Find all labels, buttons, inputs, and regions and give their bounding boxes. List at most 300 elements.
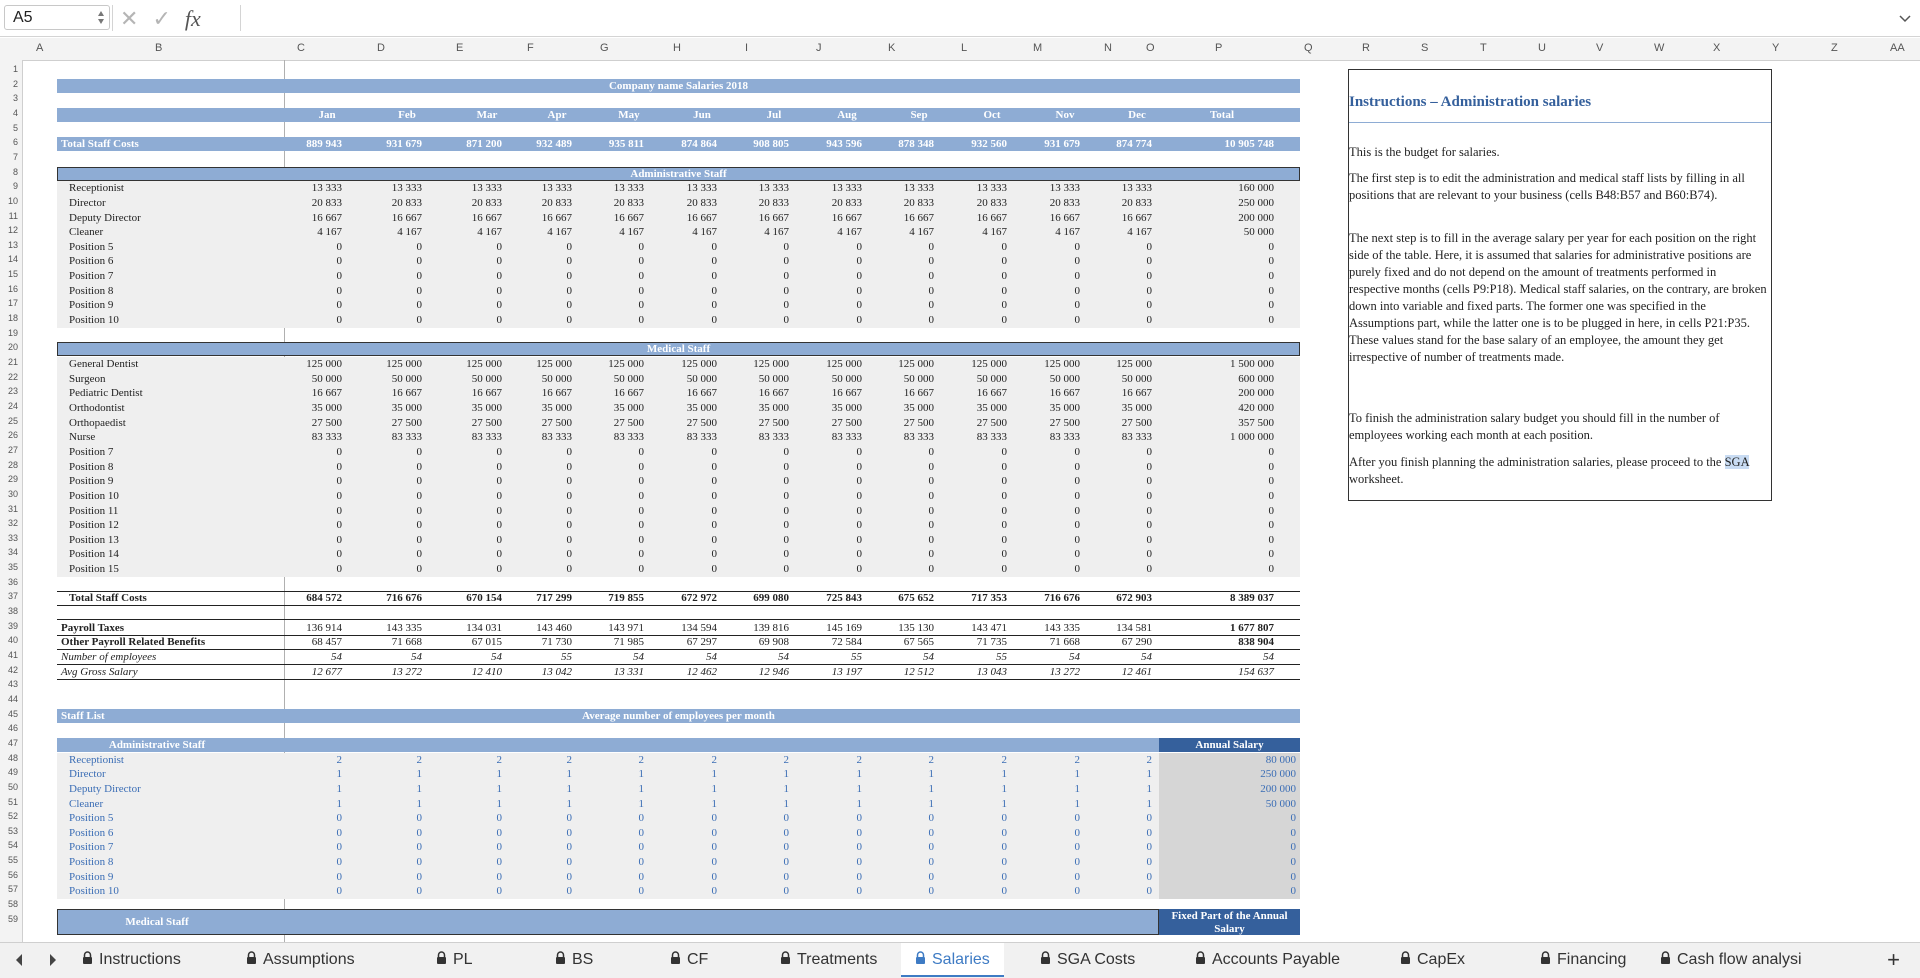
cell-value[interactable]: 35 000	[831, 401, 862, 414]
row-header[interactable]: 25	[7, 415, 18, 426]
row-header[interactable]: 18	[7, 313, 18, 324]
cell-value[interactable]: 0	[928, 240, 934, 253]
sheet-tab-bs[interactable]	[555, 943, 593, 977]
cell-value[interactable]: 0	[928, 504, 934, 517]
cell-value[interactable]: 83 333	[613, 431, 644, 444]
cell-value[interactable]: 0	[783, 563, 789, 576]
cell-value[interactable]: 83 333	[1121, 431, 1152, 444]
employee-count[interactable]: 1	[1074, 797, 1080, 810]
cell-value[interactable]: 13 333	[613, 182, 644, 195]
employee-count[interactable]: 1	[1146, 782, 1152, 795]
cell-value[interactable]: 27 500	[1121, 416, 1152, 429]
annual-salary-value[interactable]: 80 000	[1265, 753, 1296, 766]
cell-value[interactable]: 0	[496, 445, 502, 458]
name-box[interactable]	[4, 5, 110, 30]
cell-value[interactable]: 125 000	[536, 358, 572, 370]
cell-value[interactable]: 0	[496, 519, 502, 532]
cell-value[interactable]: 0	[416, 519, 422, 532]
cell-value[interactable]: 20 833	[613, 196, 644, 209]
cell-value[interactable]: 35 000	[1121, 401, 1152, 414]
row-header[interactable]: 15	[7, 269, 18, 280]
employee-count[interactable]: 0	[566, 856, 572, 869]
cell-value[interactable]: 16 667	[1121, 211, 1152, 224]
employee-count[interactable]: 0	[638, 885, 644, 898]
cell-value[interactable]: 0	[783, 460, 789, 473]
cell-value[interactable]: 0	[1146, 314, 1152, 327]
cell-value[interactable]: 0	[566, 460, 572, 473]
cell-value[interactable]: 0	[638, 299, 644, 312]
list-row-label[interactable]: Deputy Director	[69, 782, 141, 795]
row-header[interactable]: 8	[12, 166, 18, 177]
employee-count[interactable]: 0	[856, 870, 862, 883]
employee-count[interactable]: 0	[856, 841, 862, 854]
row-header[interactable]: 5	[12, 122, 18, 133]
annual-salary-value[interactable]: 0	[1290, 812, 1296, 825]
cell-value[interactable]: 20 833	[471, 196, 502, 209]
cell-value[interactable]: 0	[566, 445, 572, 458]
row-header[interactable]: 53	[7, 825, 18, 836]
employee-count[interactable]: 2	[711, 753, 717, 766]
cell-value[interactable]: 16 667	[686, 211, 717, 224]
cell-value[interactable]: 4 167	[909, 226, 934, 239]
cell-value[interactable]: 0	[1146, 240, 1152, 253]
cell-value[interactable]: 0	[496, 563, 502, 576]
row-header[interactable]: 3	[12, 93, 18, 104]
cell-value[interactable]: 125 000	[306, 358, 342, 370]
employee-count[interactable]: 0	[1001, 826, 1007, 839]
cell-value[interactable]: 0	[1074, 548, 1080, 561]
cell-value[interactable]: 0	[566, 270, 572, 283]
employee-count[interactable]: 1	[928, 768, 934, 781]
employee-count[interactable]: 1	[1146, 797, 1152, 810]
cell-value[interactable]: 0	[1268, 460, 1274, 473]
employee-count[interactable]: 0	[783, 870, 789, 883]
cell-value[interactable]: 0	[928, 533, 934, 546]
cell-value[interactable]: 20 833	[831, 196, 862, 209]
cell-value[interactable]: 0	[1146, 445, 1152, 458]
employee-count[interactable]: 0	[336, 826, 342, 839]
cell-value[interactable]: 0	[1146, 460, 1152, 473]
row-header[interactable]: 59	[7, 913, 18, 924]
column-header[interactable]: F	[527, 42, 534, 54]
employee-count[interactable]: 0	[638, 870, 644, 883]
cell-value[interactable]: 0	[928, 548, 934, 561]
list-row-label[interactable]: Position 7	[69, 841, 114, 854]
employee-count[interactable]: 1	[416, 782, 422, 795]
employee-count[interactable]: 1	[336, 797, 342, 810]
employee-count[interactable]: 1	[711, 797, 717, 810]
cell-value[interactable]: 0	[1001, 504, 1007, 517]
column-header[interactable]: E	[456, 42, 464, 54]
cell-value[interactable]: 0	[928, 563, 934, 576]
cell-value[interactable]: 0	[1001, 255, 1007, 268]
column-header[interactable]: O	[1146, 42, 1155, 54]
column-header[interactable]: U	[1538, 42, 1546, 54]
add-sheet-button[interactable]: +	[1887, 947, 1900, 972]
cell-value[interactable]: 0	[1001, 270, 1007, 283]
employee-count[interactable]: 0	[711, 856, 717, 869]
cell-value[interactable]: 20 833	[976, 196, 1007, 209]
cell-value[interactable]: 0	[416, 270, 422, 283]
annual-salary-value[interactable]: 0	[1290, 826, 1296, 839]
row-header[interactable]: 2	[12, 78, 18, 89]
row-header[interactable]: 7	[12, 151, 18, 162]
cell-value[interactable]: 50 000	[541, 372, 572, 385]
employee-count[interactable]: 0	[336, 885, 342, 898]
cell-value[interactable]: 0	[638, 240, 644, 253]
cell-value[interactable]: 420 000	[1238, 401, 1274, 414]
row-header[interactable]: 9	[12, 181, 18, 192]
row-header[interactable]: 51	[7, 796, 18, 807]
cell-value[interactable]: 0	[928, 284, 934, 297]
row-header[interactable]: 34	[7, 547, 18, 558]
employee-count[interactable]: 0	[1074, 826, 1080, 839]
cell-value[interactable]: 0	[496, 255, 502, 268]
cell-value[interactable]: 0	[1074, 445, 1080, 458]
cell-value[interactable]: 4 167	[547, 226, 572, 239]
cell-value[interactable]: 13 333	[686, 182, 717, 195]
cell-value[interactable]: 0	[856, 489, 862, 502]
cell-value[interactable]: 0	[336, 475, 342, 488]
cell-value[interactable]: 0	[711, 533, 717, 546]
cell-value[interactable]: 0	[638, 255, 644, 268]
cell-value[interactable]: 0	[1146, 299, 1152, 312]
annual-salary-value[interactable]: 0	[1290, 841, 1296, 854]
employee-count[interactable]: 0	[566, 841, 572, 854]
cell-value[interactable]: 0	[1074, 504, 1080, 517]
cell-value[interactable]: 0	[1074, 489, 1080, 502]
employee-count[interactable]: 1	[638, 768, 644, 781]
cell-value[interactable]: 0	[783, 519, 789, 532]
prev-sheet-icon[interactable]	[14, 953, 24, 972]
employee-count[interactable]: 1	[416, 768, 422, 781]
cell-value[interactable]: 0	[1146, 504, 1152, 517]
cell-value[interactable]: 50 000	[758, 372, 789, 385]
employee-count[interactable]: 0	[928, 812, 934, 825]
cell-value[interactable]: 0	[1001, 240, 1007, 253]
cell-value[interactable]: 4 167	[619, 226, 644, 239]
cell-value[interactable]: 0	[783, 314, 789, 327]
employee-count[interactable]: 1	[711, 782, 717, 795]
cell-value[interactable]: 50 000	[391, 372, 422, 385]
cell-value[interactable]: 0	[336, 314, 342, 327]
cell-value[interactable]: 0	[783, 270, 789, 283]
cell-value[interactable]: 13 333	[1121, 182, 1152, 195]
cell-value[interactable]: 0	[566, 519, 572, 532]
row-header[interactable]: 47	[7, 737, 18, 748]
cell-value[interactable]: 0	[783, 445, 789, 458]
cell-value[interactable]: 16 667	[976, 211, 1007, 224]
cell-value[interactable]: 0	[336, 299, 342, 312]
cell-value[interactable]: 50 000	[976, 372, 1007, 385]
cell-value[interactable]: 0	[783, 489, 789, 502]
cell-value[interactable]: 16 667	[686, 387, 717, 400]
cell-value[interactable]: 0	[1074, 299, 1080, 312]
cell-value[interactable]: 0	[783, 255, 789, 268]
employee-count[interactable]: 0	[416, 826, 422, 839]
cell-value[interactable]: 0	[711, 299, 717, 312]
cell-value[interactable]: 16 667	[758, 387, 789, 400]
cell-value[interactable]: 0	[1074, 460, 1080, 473]
employee-count[interactable]: 0	[1074, 885, 1080, 898]
row-header[interactable]: 32	[7, 518, 18, 529]
cell-value[interactable]: 35 000	[541, 401, 572, 414]
employee-count[interactable]: 2	[566, 753, 572, 766]
list-row-label[interactable]: Cleaner	[69, 797, 104, 810]
cell-value[interactable]: 16 667	[903, 211, 934, 224]
employee-count[interactable]: 0	[638, 812, 644, 825]
cell-value[interactable]: 0	[496, 460, 502, 473]
column-header[interactable]: G	[600, 42, 609, 54]
cell-value[interactable]: 20 833	[686, 196, 717, 209]
sheet-tab-instructions[interactable]	[82, 943, 181, 977]
row-header[interactable]: 39	[7, 620, 18, 631]
employee-count[interactable]: 0	[928, 856, 934, 869]
row-header[interactable]: 42	[7, 664, 18, 675]
cell-value[interactable]: 50 000	[471, 372, 502, 385]
cell-value[interactable]: 0	[783, 504, 789, 517]
annual-salary-value[interactable]: 0	[1290, 870, 1296, 883]
employee-count[interactable]: 0	[638, 856, 644, 869]
annual-salary-value[interactable]: 50 000	[1265, 797, 1296, 810]
cell-value[interactable]: 0	[1001, 548, 1007, 561]
employee-count[interactable]: 0	[496, 826, 502, 839]
cell-value[interactable]: 1 000 000	[1230, 431, 1274, 444]
column-header[interactable]: M	[1033, 42, 1043, 54]
employee-count[interactable]: 0	[783, 885, 789, 898]
employee-count[interactable]: 0	[566, 870, 572, 883]
column-header[interactable]: H	[673, 42, 681, 54]
cell-value[interactable]: 13 333	[391, 182, 422, 195]
cell-value[interactable]: 16 667	[613, 387, 644, 400]
list-row-label[interactable]: Position 10	[69, 885, 119, 898]
cell-value[interactable]: 0	[416, 284, 422, 297]
annual-salary-value[interactable]: 250 000	[1260, 768, 1296, 781]
cell-value[interactable]: 0	[1074, 240, 1080, 253]
cell-value[interactable]: 0	[1268, 270, 1274, 283]
row-header[interactable]: 22	[7, 371, 18, 382]
cell-value[interactable]: 0	[783, 284, 789, 297]
cell-value[interactable]: 0	[1146, 475, 1152, 488]
employee-count[interactable]: 0	[336, 841, 342, 854]
employee-count[interactable]: 1	[1074, 768, 1080, 781]
row-header[interactable]: 26	[7, 430, 18, 441]
employee-count[interactable]: 0	[1001, 870, 1007, 883]
employee-count[interactable]: 0	[1146, 870, 1152, 883]
employee-count[interactable]: 2	[1001, 753, 1007, 766]
cell-value[interactable]: 16 667	[1049, 211, 1080, 224]
cell-value[interactable]: 16 667	[541, 387, 572, 400]
cell-value[interactable]: 0	[566, 475, 572, 488]
cell-value[interactable]: 0	[1074, 270, 1080, 283]
column-header[interactable]: A	[36, 42, 44, 54]
cell-value[interactable]: 125 000	[971, 358, 1007, 370]
cell-value[interactable]: 0	[928, 314, 934, 327]
row-header[interactable]: 45	[7, 708, 18, 719]
sheet-tab-pl[interactable]	[436, 943, 473, 977]
expand-formula-icon[interactable]	[1898, 10, 1912, 28]
cell-value[interactable]: 16 667	[391, 211, 422, 224]
cell-value[interactable]: 0	[1001, 489, 1007, 502]
row-header[interactable]: 50	[7, 781, 18, 792]
employee-count[interactable]: 0	[711, 826, 717, 839]
row-header[interactable]: 36	[7, 576, 18, 587]
employee-count[interactable]: 0	[1146, 856, 1152, 869]
cell-value[interactable]: 0	[496, 240, 502, 253]
cell-value[interactable]: 0	[711, 519, 717, 532]
employee-count[interactable]: 0	[638, 826, 644, 839]
cell-value[interactable]: 0	[638, 270, 644, 283]
cell-value[interactable]: 0	[1074, 519, 1080, 532]
row-header[interactable]: 52	[7, 811, 18, 822]
row-header[interactable]: 33	[7, 532, 18, 543]
sheet-tab-cf[interactable]	[670, 943, 708, 977]
cell-value[interactable]: 83 333	[686, 431, 717, 444]
employee-count[interactable]: 1	[1146, 768, 1152, 781]
employee-count[interactable]: 0	[856, 812, 862, 825]
sheet-tab-accounts-payable[interactable]	[1195, 943, 1340, 977]
cell-value[interactable]: 0	[856, 299, 862, 312]
employee-count[interactable]: 0	[336, 856, 342, 869]
employee-count[interactable]: 0	[783, 826, 789, 839]
cell-value[interactable]: 0	[856, 240, 862, 253]
cell-value[interactable]: 20 833	[1121, 196, 1152, 209]
cell-value[interactable]: 0	[496, 314, 502, 327]
cell-value[interactable]: 0	[1146, 533, 1152, 546]
row-header[interactable]: 1	[12, 64, 18, 74]
employee-count[interactable]: 1	[1074, 782, 1080, 795]
employee-count[interactable]: 1	[783, 797, 789, 810]
employee-count[interactable]: 1	[638, 797, 644, 810]
cell-value[interactable]: 4 167	[317, 226, 342, 239]
employee-count[interactable]: 1	[566, 768, 572, 781]
cell-value[interactable]: 200 000	[1238, 387, 1274, 400]
cell-value[interactable]: 0	[783, 533, 789, 546]
cell-value[interactable]: 160 000	[1238, 182, 1274, 195]
cell-value[interactable]: 0	[783, 240, 789, 253]
cell-value[interactable]: 0	[856, 533, 862, 546]
row-header[interactable]: 14	[7, 254, 18, 265]
employee-count[interactable]: 2	[783, 753, 789, 766]
cell-value[interactable]: 27 500	[903, 416, 934, 429]
row-header[interactable]: 21	[7, 357, 18, 367]
cell-value[interactable]: 35 000	[976, 401, 1007, 414]
cell-value[interactable]: 50 000	[686, 372, 717, 385]
cell-value[interactable]: 0	[336, 445, 342, 458]
row-header[interactable]: 11	[8, 210, 18, 221]
cell-value[interactable]: 0	[1001, 284, 1007, 297]
cell-value[interactable]: 0	[566, 240, 572, 253]
employee-count[interactable]: 0	[856, 826, 862, 839]
cell-value[interactable]: 35 000	[391, 401, 422, 414]
list-row-label[interactable]: Director	[69, 768, 106, 781]
column-header[interactable]: N	[1104, 42, 1112, 54]
employee-count[interactable]: 1	[1001, 782, 1007, 795]
cell-value[interactable]: 0	[1074, 475, 1080, 488]
cell-value[interactable]: 0	[416, 445, 422, 458]
cell-value[interactable]: 27 500	[758, 416, 789, 429]
cell-value[interactable]: 0	[496, 533, 502, 546]
cell-value[interactable]: 0	[638, 519, 644, 532]
cell-value[interactable]: 0	[1146, 563, 1152, 576]
column-header[interactable]: R	[1362, 42, 1370, 54]
employee-count[interactable]: 2	[496, 753, 502, 766]
cell-value[interactable]: 0	[638, 445, 644, 458]
cell-value[interactable]: 0	[416, 489, 422, 502]
cell-value[interactable]: 125 000	[1116, 358, 1152, 370]
cell-value[interactable]: 4 167	[1055, 226, 1080, 239]
employee-count[interactable]: 0	[711, 812, 717, 825]
column-header[interactable]: D	[377, 42, 385, 54]
cell-value[interactable]: 16 667	[903, 387, 934, 400]
cell-value[interactable]: 0	[1268, 475, 1274, 488]
row-header[interactable]: 28	[7, 459, 18, 470]
cell-value[interactable]: 4 167	[837, 226, 862, 239]
cell-value[interactable]: 0	[711, 284, 717, 297]
row-header[interactable]: 19	[7, 327, 18, 338]
employee-count[interactable]: 1	[1001, 768, 1007, 781]
row-header[interactable]: 46	[7, 723, 18, 734]
cell-value[interactable]: 27 500	[686, 416, 717, 429]
employee-count[interactable]: 0	[416, 856, 422, 869]
column-header[interactable]: K	[888, 42, 896, 54]
sga-link[interactable]: SGA	[1724, 455, 1749, 469]
list-row-label[interactable]: Position 6	[69, 826, 114, 839]
cell-value[interactable]: 125 000	[608, 358, 644, 370]
cell-value[interactable]: 27 500	[1049, 416, 1080, 429]
cell-value[interactable]: 13 333	[903, 182, 934, 195]
row-header[interactable]: 40	[7, 635, 18, 646]
employee-count[interactable]: 1	[711, 768, 717, 781]
cell-value[interactable]: 50 000	[311, 372, 342, 385]
row-header[interactable]: 38	[7, 606, 18, 617]
cell-value[interactable]: 50 000	[1243, 226, 1274, 239]
cell-value[interactable]: 0	[711, 475, 717, 488]
cell-value[interactable]: 0	[416, 299, 422, 312]
row-header[interactable]: 12	[7, 225, 18, 236]
cell-value[interactable]: 125 000	[1044, 358, 1080, 370]
cell-value[interactable]: 20 833	[1049, 196, 1080, 209]
cell-value[interactable]: 0	[856, 445, 862, 458]
employee-count[interactable]: 0	[336, 870, 342, 883]
cell-value[interactable]: 83 333	[831, 431, 862, 444]
list-row-label[interactable]: Position 5	[69, 812, 114, 825]
employee-count[interactable]: 1	[783, 782, 789, 795]
cell-value[interactable]: 35 000	[686, 401, 717, 414]
cell-value[interactable]: 200 000	[1238, 211, 1274, 224]
cell-value[interactable]: 0	[336, 240, 342, 253]
row-header[interactable]: 29	[7, 474, 18, 485]
sheet-tab-capex[interactable]	[1400, 943, 1465, 977]
cell-value[interactable]: 0	[1268, 445, 1274, 458]
row-header[interactable]: 44	[7, 693, 18, 704]
employee-count[interactable]: 2	[856, 753, 862, 766]
employee-count[interactable]: 1	[856, 797, 862, 810]
cell-value[interactable]: 0	[928, 445, 934, 458]
cell-value[interactable]: 20 833	[391, 196, 422, 209]
employee-count[interactable]: 0	[856, 885, 862, 898]
row-header[interactable]: 37	[7, 591, 18, 602]
row-header[interactable]: 30	[7, 488, 18, 499]
cell-value[interactable]: 0	[928, 270, 934, 283]
cell-value[interactable]: 0	[1268, 489, 1274, 502]
cell-value[interactable]: 20 833	[311, 196, 342, 209]
fx-icon[interactable]: fx	[184, 5, 201, 31]
cell-value[interactable]: 0	[1268, 533, 1274, 546]
cell-value[interactable]: 20 833	[903, 196, 934, 209]
employee-count[interactable]: 0	[566, 826, 572, 839]
cell-value[interactable]: 35 000	[471, 401, 502, 414]
